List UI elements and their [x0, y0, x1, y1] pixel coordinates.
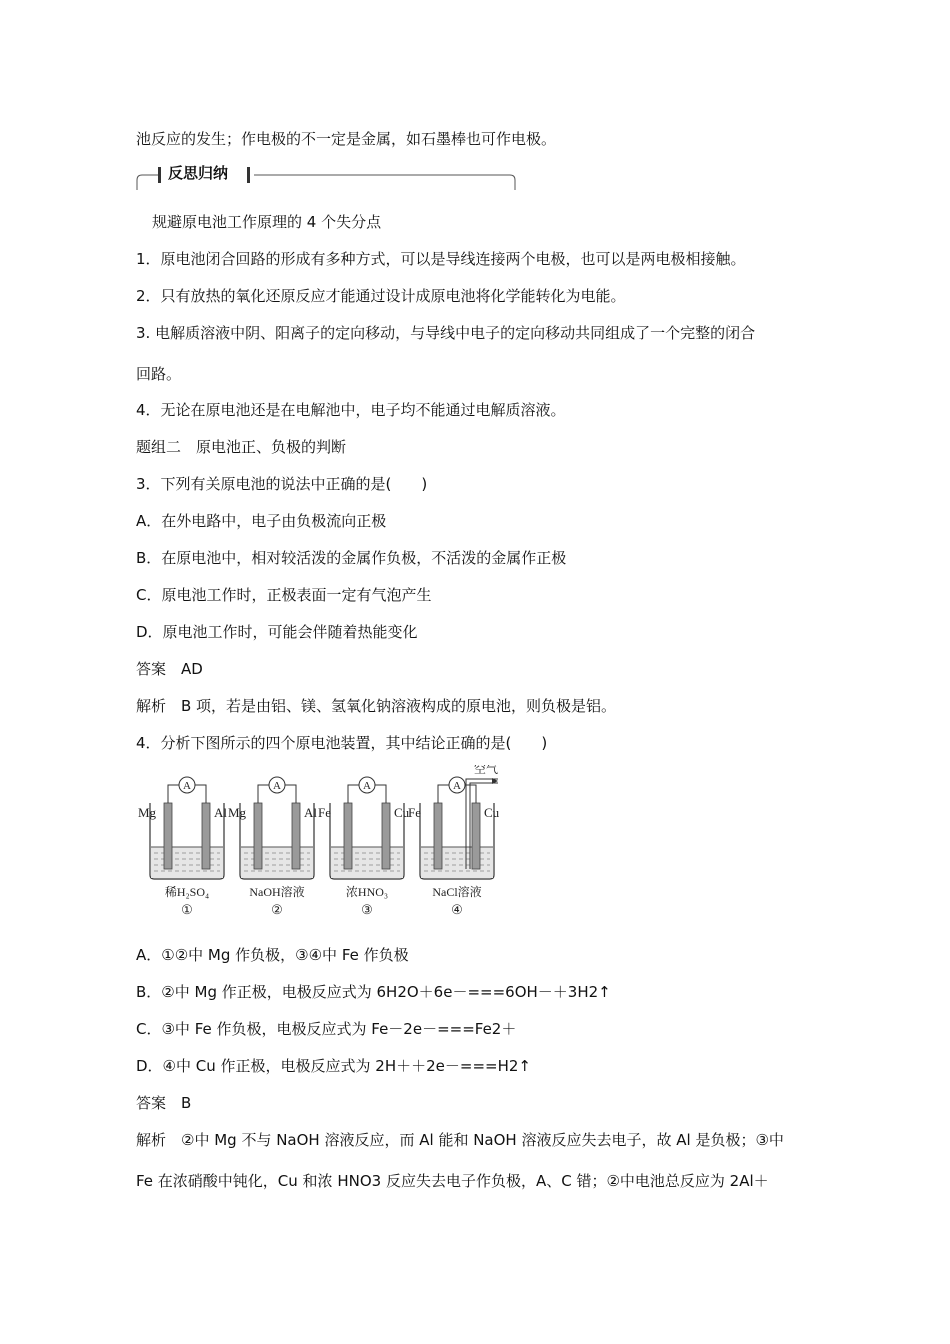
option-c: C．③中 Fe 作负极，电极反应式为 Fe－2e－===Fe2＋ — [136, 1020, 517, 1038]
option-a: A．在外电路中，电子由负极流向正极 — [136, 512, 387, 530]
text-line: 规避原电池工作原理的 4 个失分点 — [152, 213, 382, 231]
solution — [241, 847, 313, 878]
left-electrode-label: Mg — [228, 805, 247, 820]
galvanic-cells-figure — [136, 765, 506, 925]
right-electrode — [202, 803, 210, 869]
option-b: B．②中 Mg 作正极，电极反应式为 6H2O＋6e－===6OH－＋3H2↑ — [136, 983, 611, 1001]
answer: 答案 AD — [136, 660, 203, 678]
cell-2 — [240, 777, 314, 879]
cell-4 — [420, 777, 498, 879]
ammeter-label: A — [273, 780, 281, 792]
wire — [285, 785, 296, 803]
left-electrode — [344, 803, 352, 869]
summary-box-title: 反思归纳 — [168, 164, 229, 182]
solution-label: 浓HNO₃ — [345, 885, 389, 899]
solution — [421, 847, 493, 878]
analysis: 解析 ②中 Mg 不与 NaOH 溶液反应，而 Al 能和 NaOH 溶液反应失去电子，故 Al 是负极；③中 — [136, 1131, 784, 1149]
wire — [438, 785, 449, 803]
cell-number: ④ — [451, 902, 463, 917]
text-line: 3. 电解质溶液中阴、阳离子的定向移动，与导线中电子的定向移动共同组成了一个完整的闭合 — [136, 324, 756, 342]
wire — [168, 785, 179, 803]
option-c: C．原电池工作时，正极表面一定有气泡产生 — [136, 586, 432, 604]
cell-number: ③ — [361, 902, 373, 917]
right-electrode — [292, 803, 300, 869]
text-line: 池反应的发生；作电极的不一定是金属，如石墨棒也可作电极。 — [136, 130, 557, 148]
option-a: A．①②中 Mg 作负极，③④中 Fe 作负极 — [136, 946, 409, 964]
ammeter-label: A — [453, 780, 461, 792]
wire — [348, 785, 359, 803]
wire — [375, 785, 386, 803]
wire — [258, 785, 269, 803]
air-label: 空气 — [473, 765, 499, 776]
wire — [195, 785, 206, 803]
left-electrode — [254, 803, 262, 869]
cell-1 — [150, 777, 224, 879]
left-electrode-label: Mg — [138, 805, 157, 820]
right-electrode — [472, 803, 480, 869]
left-electrode — [434, 803, 442, 869]
option-d: D．原电池工作时，可能会伴随着热能变化 — [136, 623, 418, 641]
solution-label: NaCl溶液 — [432, 885, 482, 899]
question-stem: 4．分析下图所示的四个原电池装置，其中结论正确的是( ) — [136, 734, 548, 752]
right-electrode-label: Cu — [484, 805, 500, 820]
analysis: Fe 在浓硝酸中钝化，Cu 和浓 HNO3 反应失去电子作负极，A、C 错；②中电池总反应为 2Al＋ — [136, 1172, 769, 1190]
cell-number: ② — [271, 902, 283, 917]
left-electrode — [164, 803, 172, 869]
analysis: 解析 B 项，若是由铝、镁、氢氧化钠溶液构成的原电池，则负极是铝。 — [136, 697, 617, 715]
option-b: B．在原电池中，相对较活泼的金属作负极，不活泼的金属作正极 — [136, 549, 567, 567]
section-heading: 题组二 原电池正、负极的判断 — [136, 438, 347, 456]
right-electrode-label: Cu — [394, 805, 410, 820]
option-d: D．④中 Cu 作正极，电极反应式为 2H＋＋2e－===H2↑ — [136, 1057, 531, 1075]
ammeter-label: A — [183, 780, 191, 792]
answer: 答案 B — [136, 1094, 192, 1112]
question-stem: 3．下列有关原电池的说法中正确的是( ) — [136, 475, 428, 493]
solution-label: NaOH溶液 — [249, 885, 305, 899]
right-electrode-label: Al — [304, 805, 317, 820]
cell-3 — [330, 777, 404, 879]
text-line: 回路。 — [136, 365, 182, 383]
ammeter-label: A — [363, 780, 371, 792]
solution — [151, 847, 223, 878]
text-line: 2．只有放热的氧化还原反应才能通过设计成原电池将化学能转化为电能。 — [136, 287, 626, 305]
left-electrode-label: Fe — [318, 805, 331, 820]
left-electrode-label: Fe — [408, 805, 421, 820]
text-line: 4．无论在原电池还是在电解池中，电子均不能通过电解质溶液。 — [136, 401, 566, 419]
text-line: 1．原电池闭合回路的形成有多种方式，可以是导线连接两个电极，也可以是两电极相接触。 — [136, 250, 746, 268]
right-electrode — [382, 803, 390, 869]
right-electrode-label: Al — [214, 805, 227, 820]
cell-number: ① — [181, 902, 193, 917]
solution — [331, 847, 403, 878]
solution-label: 稀H₂SO₄ — [164, 885, 210, 899]
